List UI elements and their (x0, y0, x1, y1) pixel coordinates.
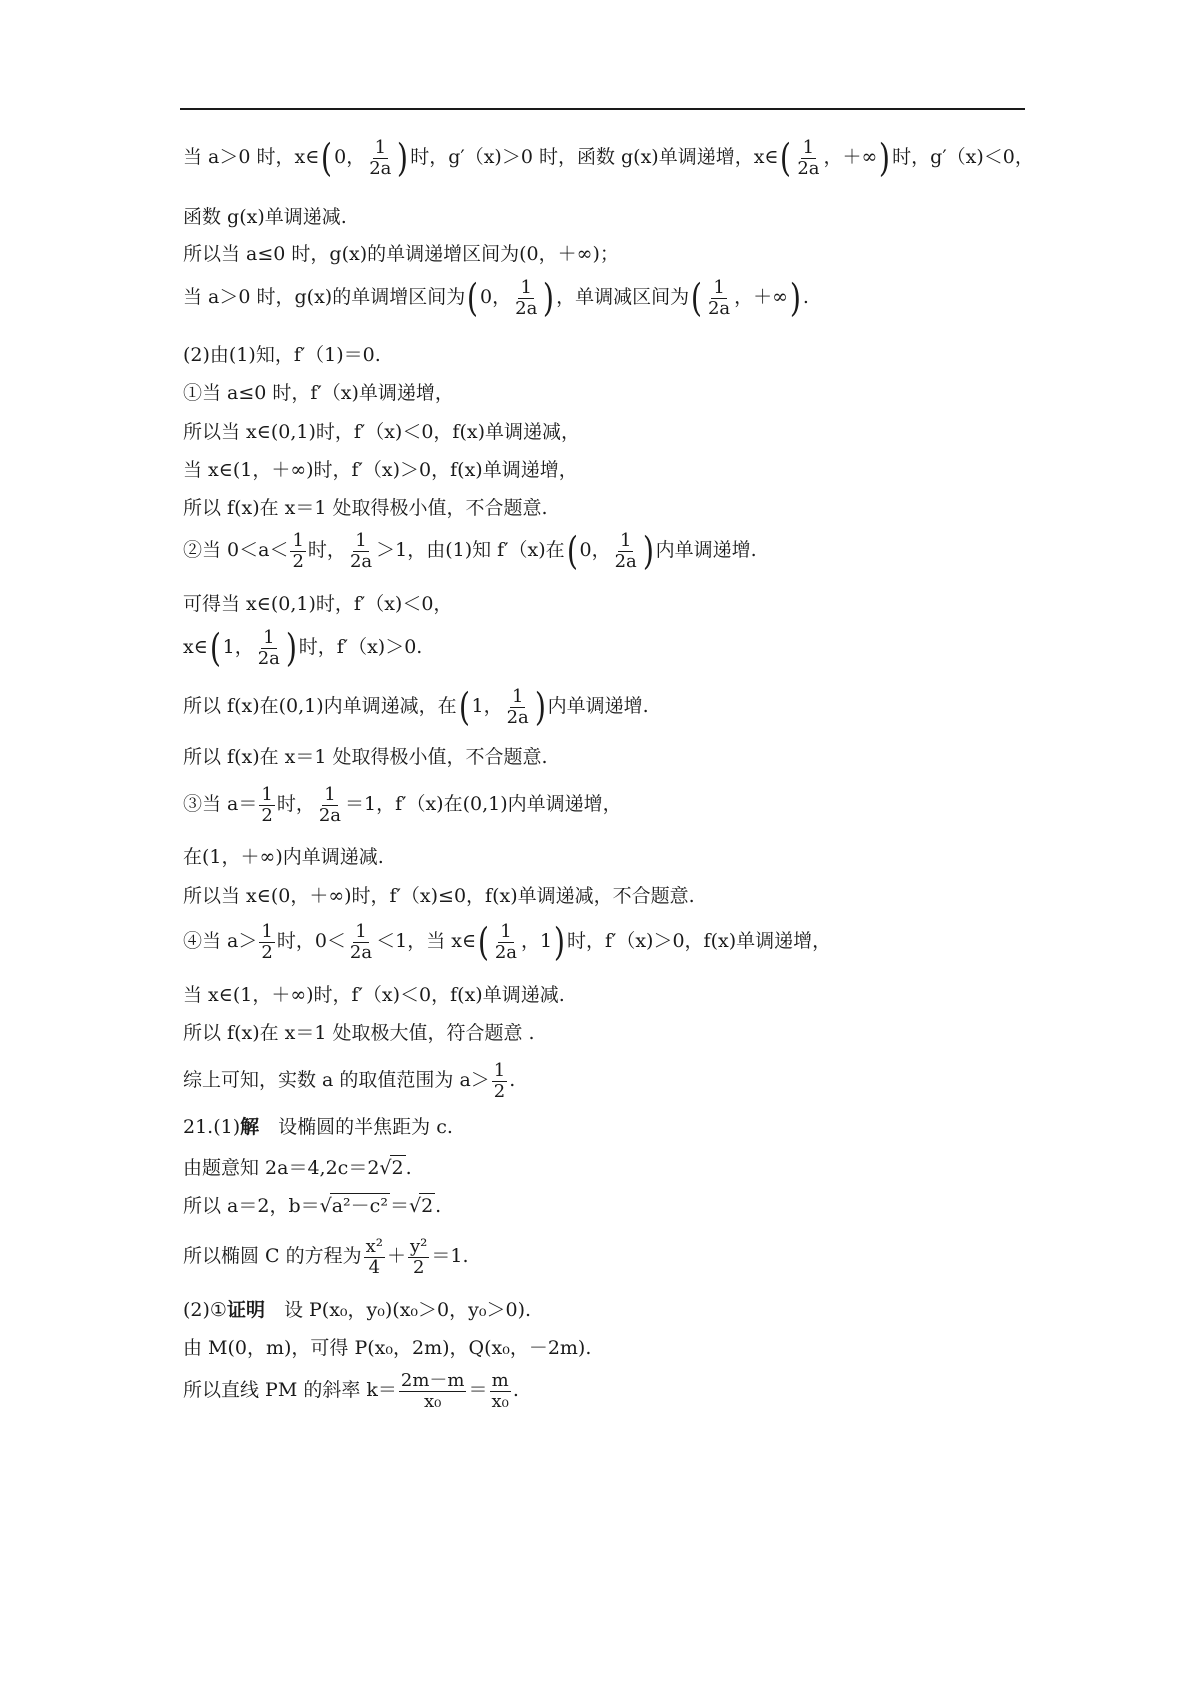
text-run: 时，f′（x)＞0，f(x)单调递增， (566, 930, 832, 952)
text-run: 时，f′（x)＞0. (298, 636, 423, 658)
fraction (317, 785, 343, 826)
text-run: 可得当 x∈(0,1)时，f′（x)＜0， (183, 593, 453, 615)
text-run: 所以 a＝2，b＝ (183, 1195, 320, 1217)
radicand: 2 (391, 1157, 404, 1179)
text-run: 由题意知 2a＝4,2c＝2 (183, 1157, 380, 1179)
text-line (183, 845, 384, 869)
sqrt-expression (320, 1195, 390, 1217)
fraction-numerator: 2m－m (400, 1369, 465, 1391)
text-run: ①当 a≤0 时，f′（x)单调递增， (183, 382, 454, 404)
fraction-denominator: 2 (412, 1256, 425, 1278)
text-run: (2)由(1)知，f′（1)＝0. (183, 344, 381, 366)
text-run: ＜1，当 x∈ (376, 930, 477, 952)
text-run: 所以 f(x)在 x＝1 处取得极小值，不合题意. (183, 746, 548, 768)
big-paren: ) (789, 276, 801, 320)
fraction-numerator: 1 (261, 783, 273, 805)
text-line (183, 277, 809, 319)
text-run: 21.(1) (183, 1116, 241, 1138)
fraction-denominator: 2 (292, 550, 304, 572)
fraction-numerator: 1 (511, 685, 524, 707)
fraction-numerator: 1 (619, 529, 632, 551)
fraction (408, 1237, 429, 1278)
fraction-denominator: 2a (349, 941, 373, 963)
text-run: 当 a＞0 时，x∈ (183, 146, 320, 168)
text-line (183, 343, 381, 367)
text-run: 当 x∈(1，＋∞)时，f′（x)＜0，f(x)单调递减. (183, 984, 565, 1006)
text-run: 所以当 x∈(0，＋∞)时，f′（x)≤0，f(x)单调递减，不合题意. (183, 885, 695, 907)
text-run: ，1 (521, 930, 553, 952)
fraction-numerator: m (491, 1369, 509, 1391)
text-line (183, 1236, 469, 1278)
text-run: ，单调减区间为 (556, 286, 690, 308)
text-run: ＝ (468, 1379, 488, 1401)
text-line (183, 381, 454, 405)
text-run: 综上可知，实数 a 的取值范围为 a＞ (183, 1069, 490, 1091)
fraction-denominator: 2a (257, 647, 280, 669)
text-run: . (405, 1157, 412, 1179)
fraction (259, 785, 274, 826)
text-run: ＝ (389, 1195, 409, 1217)
text-run: . (802, 286, 809, 308)
big-paren: ) (543, 276, 555, 320)
text-run: 时，g′（x)＜0， (892, 146, 1034, 168)
fraction (364, 1237, 385, 1278)
text-line (183, 592, 452, 616)
text-line (183, 137, 1034, 179)
fraction-numerator: 1 (263, 626, 275, 648)
text-run: (2)① (183, 1299, 227, 1321)
text-run: 时， (307, 539, 346, 561)
text-line (183, 1193, 441, 1218)
fraction (505, 687, 531, 728)
text-run: 1， (222, 636, 254, 658)
text-run: ④当 a＞ (183, 930, 258, 952)
big-paren: ) (534, 685, 546, 729)
fraction-numerator: y² (410, 1235, 428, 1257)
text-line (183, 921, 831, 963)
big-paren: ) (553, 920, 566, 964)
fraction (795, 138, 821, 179)
text-run: 时，0＜ (276, 930, 346, 952)
text-run: 由 M(0，m)，可得 P(x₀，2m)，Q(x₀，－2m). (183, 1337, 592, 1359)
big-paren: ( (780, 136, 792, 180)
text-line (183, 1060, 515, 1102)
text-line (183, 1021, 535, 1045)
text-run: 内单调递增. (547, 695, 649, 717)
fraction (348, 922, 374, 963)
big-paren: ( (691, 276, 703, 320)
text-run: 内单调递增. (655, 539, 757, 561)
radical-sign: √ (408, 1195, 422, 1217)
fraction-denominator: 2a (318, 804, 342, 826)
bold-label: 证明 (226, 1299, 265, 1321)
fraction-denominator: 2a (614, 550, 637, 572)
fraction-denominator: 2a (707, 297, 731, 319)
fraction-numerator: 1 (493, 1059, 506, 1081)
fraction-denominator: 4 (368, 1256, 381, 1278)
text-run: ＞1，由(1)知 f′（x)在 (376, 539, 565, 561)
fraction (613, 531, 639, 572)
radical-sign: √ (379, 1157, 392, 1179)
text-line (183, 745, 548, 769)
text-run: ＋ (387, 1245, 407, 1267)
text-run: 所以当 a≤0 时，g(x)的单调递增区间为(0，＋∞)； (183, 243, 619, 265)
fraction-denominator: 2 (261, 804, 273, 826)
text-run: 所以 f(x)在 x＝1 处取得极小值，不合题意. (183, 497, 548, 519)
fraction-numerator: 1 (355, 529, 367, 551)
fraction-denominator: 2a (349, 550, 373, 572)
fraction-denominator: x₀ (423, 1390, 442, 1412)
text-line (183, 1336, 591, 1360)
text-run: 当 x∈(1，＋∞)时，f′（x)＞0，f(x)单调递增， (183, 459, 578, 481)
text-run: . (509, 1069, 516, 1091)
fraction-denominator: 2 (493, 1080, 506, 1102)
big-paren: ( (321, 136, 333, 180)
big-paren: ( (467, 276, 479, 320)
text-line (183, 242, 619, 266)
fraction-numerator: 1 (261, 920, 273, 942)
big-paren: ) (879, 136, 891, 180)
fraction-denominator: 2a (515, 297, 538, 319)
text-line (183, 458, 578, 482)
text-line (183, 1298, 531, 1322)
text-run: 0， (334, 146, 366, 168)
text-run: ＝1. (431, 1245, 469, 1267)
bold-label: 解 (240, 1116, 260, 1138)
big-paren: ) (397, 136, 409, 180)
text-run: 0， (579, 539, 611, 561)
big-paren: ( (209, 626, 221, 670)
fraction (706, 278, 732, 319)
fraction-denominator: x₀ (491, 1390, 509, 1412)
text-run: 当 a＞0 时，g(x)的单调增区间为 (183, 286, 466, 308)
fraction-numerator: 1 (802, 136, 815, 158)
text-run: 时，g′（x)＞0 时，函数 g(x)单调递增，x∈ (410, 146, 779, 168)
text-run: 时， (276, 793, 315, 815)
text-run: 1， (471, 695, 503, 717)
text-line (183, 1155, 412, 1180)
fraction-numerator: 1 (713, 276, 725, 298)
fraction (290, 531, 305, 572)
text-run: ＝1，f′（x)在(0,1)内单调递增， (345, 793, 622, 815)
text-line (183, 1370, 519, 1412)
radicand: a²－c² (331, 1195, 388, 1217)
text-run: x∈ (183, 636, 208, 658)
radical-sign: √ (319, 1195, 332, 1217)
fraction-denominator: 2a (369, 157, 392, 179)
fraction-numerator: x² (365, 1235, 383, 1257)
fraction (399, 1371, 467, 1412)
radicand: 2 (421, 1195, 434, 1217)
text-line (183, 1115, 453, 1139)
fraction-denominator: 2a (506, 706, 529, 728)
fraction-denominator: 2a (797, 157, 820, 179)
text-run: 设椭圆的半焦距为 c. (259, 1116, 453, 1138)
text-line (183, 884, 695, 908)
text-run: . (435, 1195, 442, 1217)
fraction (489, 1371, 510, 1412)
fraction-numerator: 1 (355, 920, 367, 942)
text-line (183, 627, 422, 669)
text-line (183, 420, 580, 444)
sqrt-expression (379, 1157, 405, 1179)
text-run: 在(1，＋∞)内单调递减. (183, 846, 384, 868)
text-run: 所以 f(x)在(0,1)内单调递减，在 (183, 695, 457, 717)
fraction (256, 628, 282, 669)
big-paren: ( (477, 920, 490, 964)
fraction (492, 1061, 507, 1102)
fraction (259, 922, 274, 963)
fraction-denominator: 2 (261, 941, 273, 963)
text-line (183, 686, 649, 728)
big-paren: ( (566, 529, 578, 573)
fraction-numerator: 1 (520, 276, 532, 298)
text-run: ，＋∞ (823, 146, 878, 168)
text-run: 所以当 x∈(0,1)时，f′（x)＜0，f(x)单调递减， (183, 421, 580, 443)
big-paren: ) (642, 529, 654, 573)
text-run: 函数 g(x)单调递减. (183, 206, 347, 228)
text-run: . (512, 1379, 519, 1401)
fraction-numerator: 1 (324, 783, 336, 805)
text-run: ③当 a＝ (183, 793, 258, 815)
text-line (183, 530, 757, 572)
text-line (183, 784, 622, 826)
fraction (513, 278, 539, 319)
big-paren: ) (285, 626, 297, 670)
text-run: 所以椭圆 C 的方程为 (183, 1245, 362, 1267)
text-run: 所以 f(x)在 x＝1 处取极大值，符合题意 . (183, 1022, 535, 1044)
fraction (493, 922, 519, 963)
big-paren: ( (458, 685, 470, 729)
fraction-denominator: 2a (494, 941, 518, 963)
text-line (183, 205, 347, 229)
fraction (367, 138, 393, 179)
text-run: ，＋∞ (734, 286, 788, 308)
header-rule (180, 108, 1025, 110)
fraction (348, 531, 374, 572)
text-run: 设 P(x₀，y₀)(x₀＞0，y₀＞0). (264, 1299, 532, 1321)
fraction-numerator: 1 (500, 920, 512, 942)
text-line (183, 983, 565, 1007)
text-run: 0， (480, 286, 512, 308)
text-run: ②当 0＜a＜ (183, 539, 289, 561)
fraction-numerator: 1 (374, 136, 387, 158)
text-run: 所以直线 PM 的斜率 k＝ (183, 1379, 397, 1401)
fraction-numerator: 1 (292, 529, 304, 551)
text-line (183, 496, 548, 520)
sqrt-expression (409, 1195, 435, 1217)
